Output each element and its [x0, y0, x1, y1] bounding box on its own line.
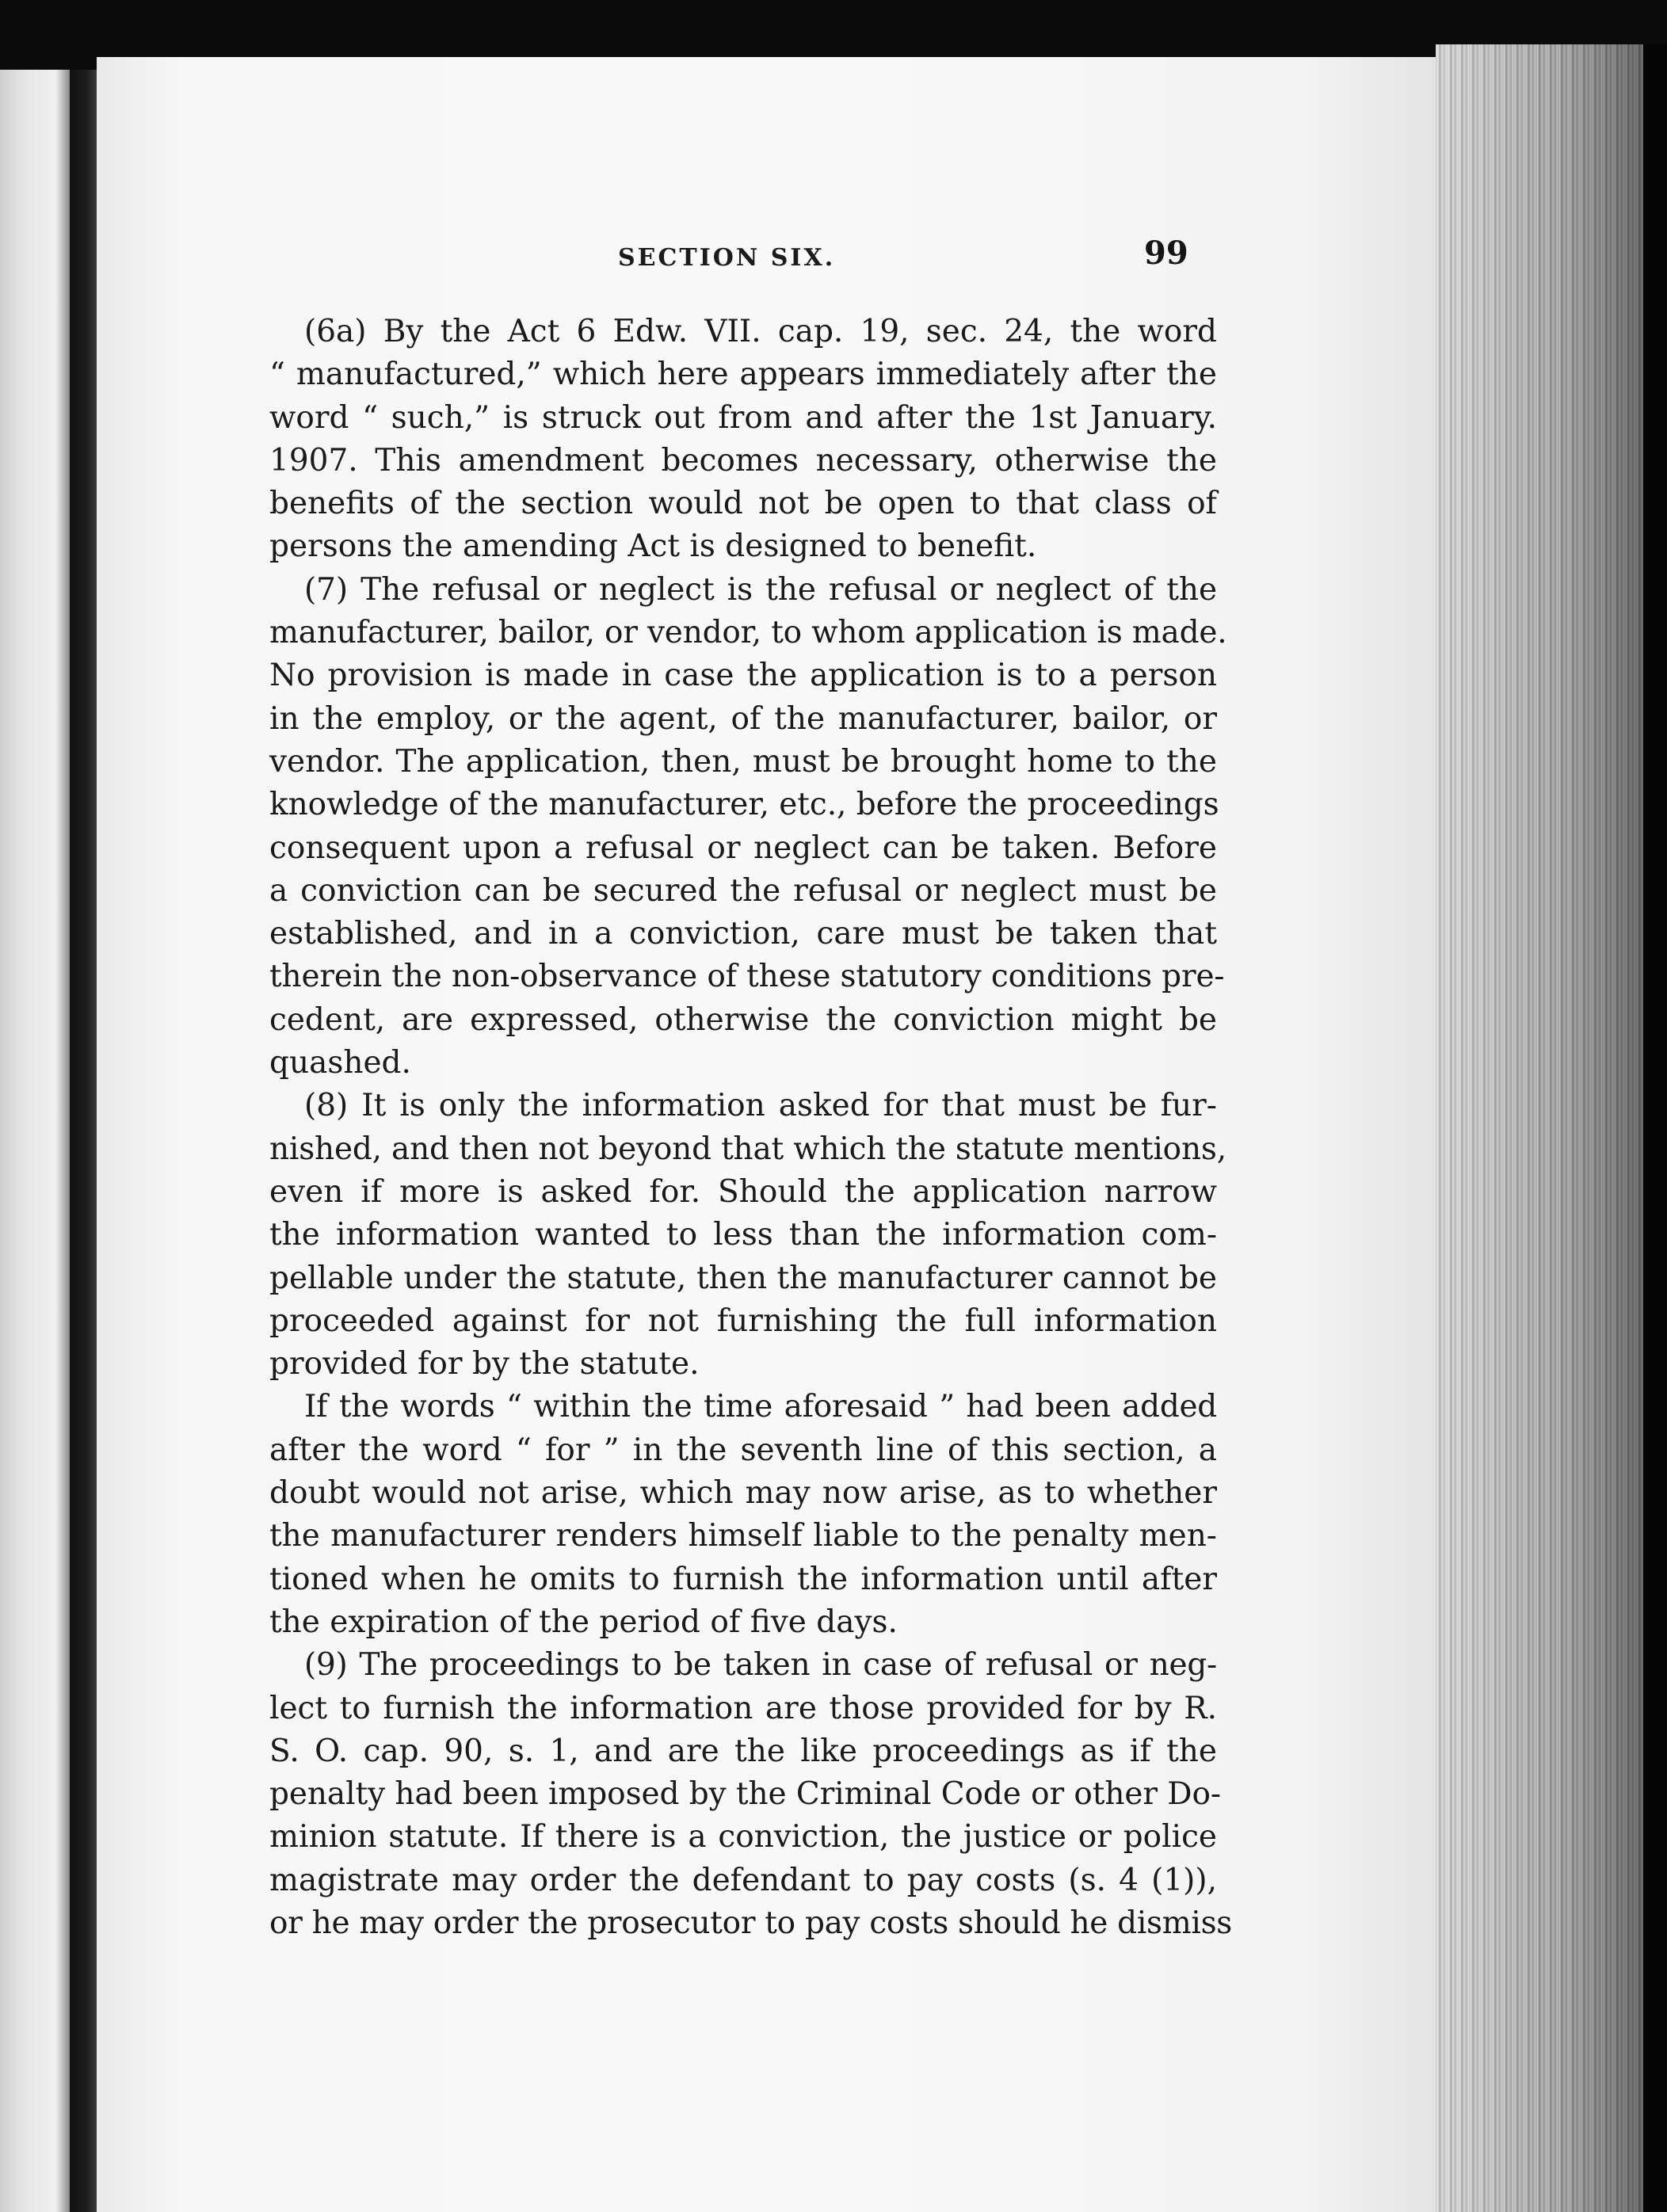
text-line: in the employ, or the agent, of the manufacturer, bailor, or — [269, 700, 1217, 737]
text-line: (8) It is only the information asked for that must be fur- — [304, 1088, 1217, 1124]
text-line: the manufacturer renders himself liable to the penalty men- — [269, 1518, 1217, 1554]
text-line: after the word “ for ” in the seventh line of this section, a — [269, 1432, 1217, 1468]
text-line: consequent upon a refusal or neglect can be taken. Before — [269, 830, 1217, 866]
text-line: No provision is made in case the application is to a person — [269, 658, 1217, 694]
text-line: pellable under the statute, then the manufacturer cannot be — [269, 1260, 1217, 1296]
text-line: persons the amending Act is designed to benefit. — [269, 528, 1037, 565]
body-text — [269, 311, 1232, 1945]
text-line: a conviction can be secured the refusal or neglect must be — [269, 872, 1217, 909]
text-line: magistrate may order the defendant to pay costs (s. 4 (1)), — [269, 1862, 1217, 1898]
text-line: penalty had been imposed by the Criminal Code or other Do- — [269, 1776, 1221, 1813]
text-line: minion statute. If there is a conviction, the justice or police — [269, 1819, 1217, 1855]
text-line: the expiration of the period of five days. — [269, 1604, 898, 1640]
page-number: 99 — [1144, 235, 1188, 272]
text-line: word “ such,” is struck out from and after the 1st January. — [269, 399, 1217, 436]
text-line: quashed. — [269, 1045, 411, 1081]
text-line: 1907. This amendment becomes necessary, otherwise the — [269, 442, 1217, 479]
page-stack-edge — [1436, 44, 1643, 2212]
text-line: vendor. The application, then, must be brought home to the — [269, 743, 1217, 780]
text-line: the information wanted to less than the information com- — [269, 1217, 1217, 1253]
text-line: lect to furnish the information are those provided for by R. — [269, 1690, 1217, 1726]
text-line: S. O. cap. 90, s. 1, and are the like proceedings as if the — [269, 1733, 1217, 1769]
text-line: nished, and then not beyond that which the statute mentions, — [269, 1131, 1226, 1167]
book-gutter — [70, 70, 97, 2212]
text-line: cedent, are expressed, otherwise the conviction might be — [269, 1001, 1217, 1038]
text-line: tioned when he omits to furnish the information until after — [269, 1561, 1217, 1597]
text-line: therein the non-observance of these statutory conditions pre- — [269, 959, 1225, 995]
text-line: or he may order the prosecutor to pay costs should he dismiss — [269, 1905, 1232, 1941]
facing-page-edge — [0, 70, 70, 2212]
text-line: If the words “ within the time aforesaid ” had been added — [304, 1389, 1217, 1425]
text-line: doubt would not arise, which may now arise, as to whether — [269, 1475, 1217, 1512]
text-line: benefits of the section would not be open to that class of — [269, 486, 1217, 522]
text-line: even if more is asked for. Should the application narrow — [269, 1173, 1217, 1210]
text-line: provided for by the statute. — [269, 1346, 700, 1382]
text-line: (6a) By the Act 6 Edw. VII. cap. 19, sec. 24, the word — [304, 314, 1217, 349]
text-line: established, and in a conviction, care must be taken that — [269, 916, 1217, 952]
running-head: SECTION SIX. — [618, 244, 836, 272]
text-line: proceeded against for not furnishing the full information — [269, 1302, 1217, 1339]
text-line: manufacturer, bailor, or vendor, to whom application is made. — [269, 615, 1227, 651]
scan-border — [1643, 44, 1667, 2212]
text-line: knowledge of the manufacturer, etc., before the proceedings — [269, 787, 1219, 823]
text-line: (9) The proceedings to be taken in case of refusal or neg- — [304, 1647, 1217, 1684]
text-line: “ manufactured,” which here appears immediately after the — [269, 357, 1217, 393]
text-line: (7) The refusal or neglect is the refusal or neglect of the — [304, 571, 1217, 608]
